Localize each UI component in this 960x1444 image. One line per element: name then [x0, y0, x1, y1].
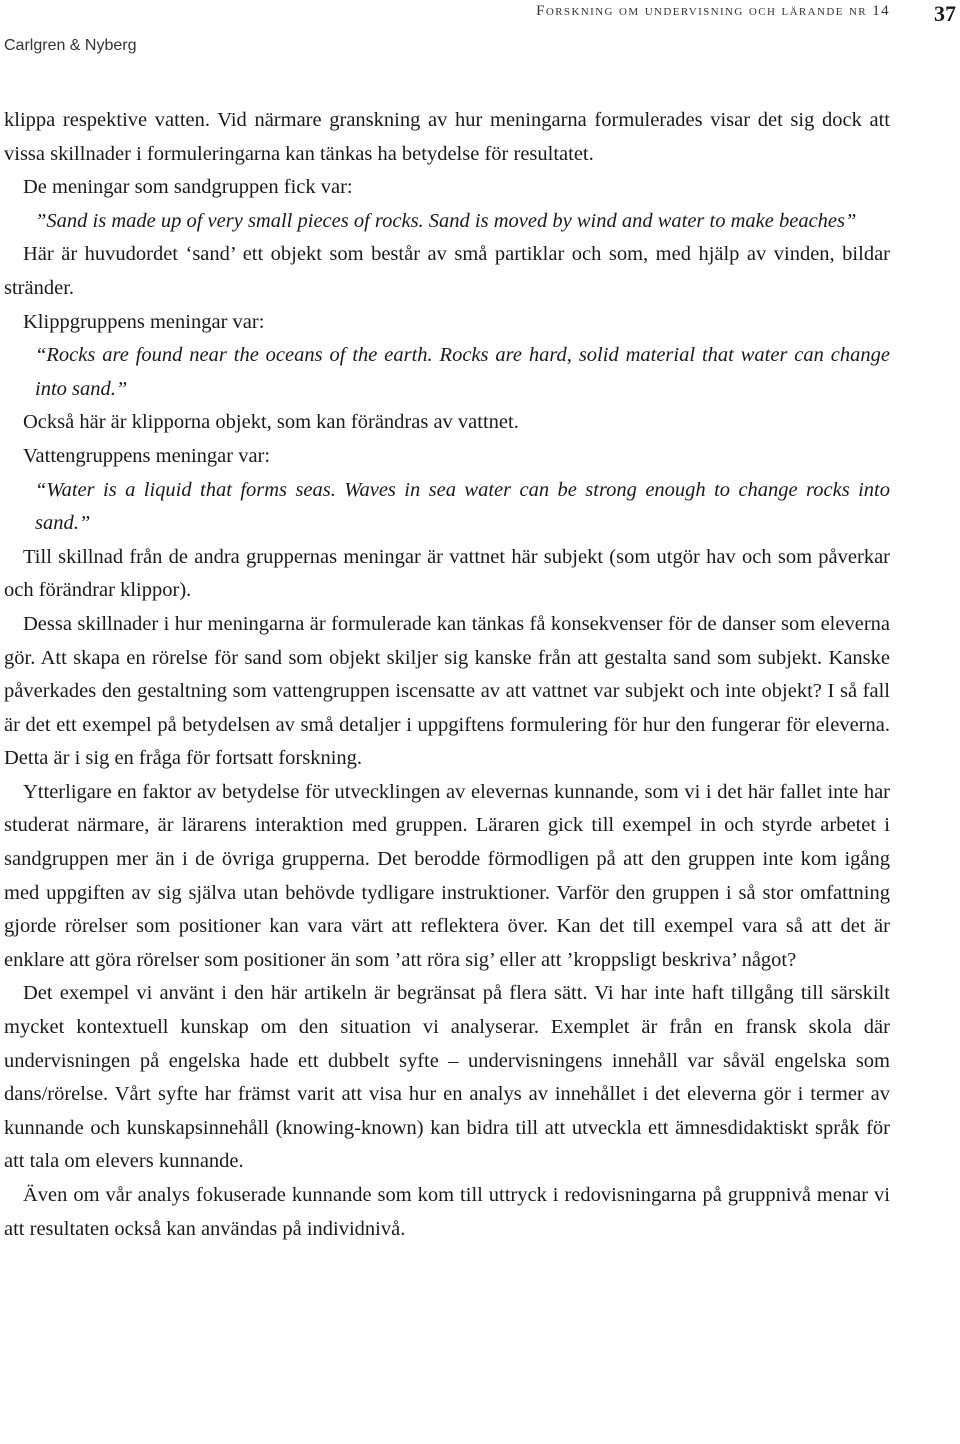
sand-analysis-paragraph: Här är huvudordet ‘sand’ ett objekt som består av små partiklar och som, med hjälp av vinden, bildar stränder.	[4, 243, 890, 299]
sand-group-label: De meningar som sandgruppen fick var:	[23, 176, 353, 199]
paragraph-continuation: klippa respektive vatten. Vid närmare granskning av hur meningarna formulerades visar det sig dock att vissa skillnader i formuleringarna kan tänkas ha betydelse för resultatet.	[4, 109, 890, 165]
article-body	[4, 104, 890, 1246]
paragraph-limitations: Det exempel vi använt i den här artikeln är begränsat på flera sätt. Vi har inte haft tillgång till särskilt mycket kontextuell kunskap om den situation vi analyserar. Exemplet är från en fransk skola där undervisningen på engelska hade ett dubbelt syfte – undervisningens innehåll var såväl engelska som dans/rörelse. Vårt syfte har främst varit att visa hur en analys av innehållet i det eleverna gör i termer av kunnande och kunskapsinnehåll (knowing-known) kan bidra till att utveckla ett ämnesdidaktiskt språk för att tala om elevers kunnande.	[4, 982, 890, 1173]
paragraph-consequences: Dessa skillnader i hur meningarna är formulerade kan tänkas få konsekvenser för de danser som eleverna gör. Att skapa en rörelse för sand som objekt skiljer sig kanske från att gestalta sand som subjekt. Kanske påverkades den gestaltning som vattengruppen iscensatte av att vattnet var subjekt och inte objekt? I så fall är det ett exempel på betydelsen av små detaljer i uppgiftens formulering för hur den fungerar för eleverna. Detta är i sig en fråga för fortsatt forskning.	[4, 612, 890, 770]
rock-group-quote: “Rocks are found near the oceans of the earth. Rocks are hard, solid material that water can change into sand.”	[35, 344, 890, 400]
page-number: 37	[934, 1, 956, 26]
sand-group-quote: ”Sand is made up of very small pieces of rocks. Sand is moved by wind and water to make beaches”	[35, 209, 857, 232]
author-line: Carlgren & Nyberg	[4, 37, 137, 54]
paragraph-teacher-interaction: Ytterligare en faktor av betydelse för utvecklingen av elevernas kunnande, som vi i det här fallet inte har studerat närmare, är lärarens interaktion med gruppen. Läraren gick till exempel in och styrde arbetet i sandgruppen mer än i de övriga grupperna. Det berodde förmodligen på att den gruppen inte kom igång med uppgiften av sig själva utan behövde tydligare instruktioner. Varför den gruppen i så stor omfattning gjorde rörelser som positioner kan vara värt att reflektera över. Kan det till exempel vara så att det är enklare att göra rörelser som positioner än som ’att röra sig’ eller att ’kroppsligt beskriva’ något?	[4, 780, 890, 971]
paragraph-individual-level: Även om vår analys fokuserade kunnande som kom till uttryck i redovisningarna på gruppnivå menar vi att resultaten också kan användas på individnivå.	[4, 1184, 890, 1240]
rock-analysis-paragraph: Också här är klipporna objekt, som kan förändras av vattnet.	[23, 411, 519, 434]
water-analysis-paragraph: Till skillnad från de andra gruppernas meningar är vattnet här subjekt (som utgör hav och som påverkar och förändrar klippor).	[4, 545, 890, 602]
water-group-label: Vattengruppens meningar var:	[23, 444, 271, 467]
water-group-quote: “Water is a liquid that forms seas. Waves in sea water can be strong enough to change rocks into sand.”	[35, 478, 890, 535]
rock-group-label: Klippgruppens meningar var:	[23, 310, 265, 333]
running-head: Forskning om undervisning och lärande nr 14	[536, 3, 890, 19]
